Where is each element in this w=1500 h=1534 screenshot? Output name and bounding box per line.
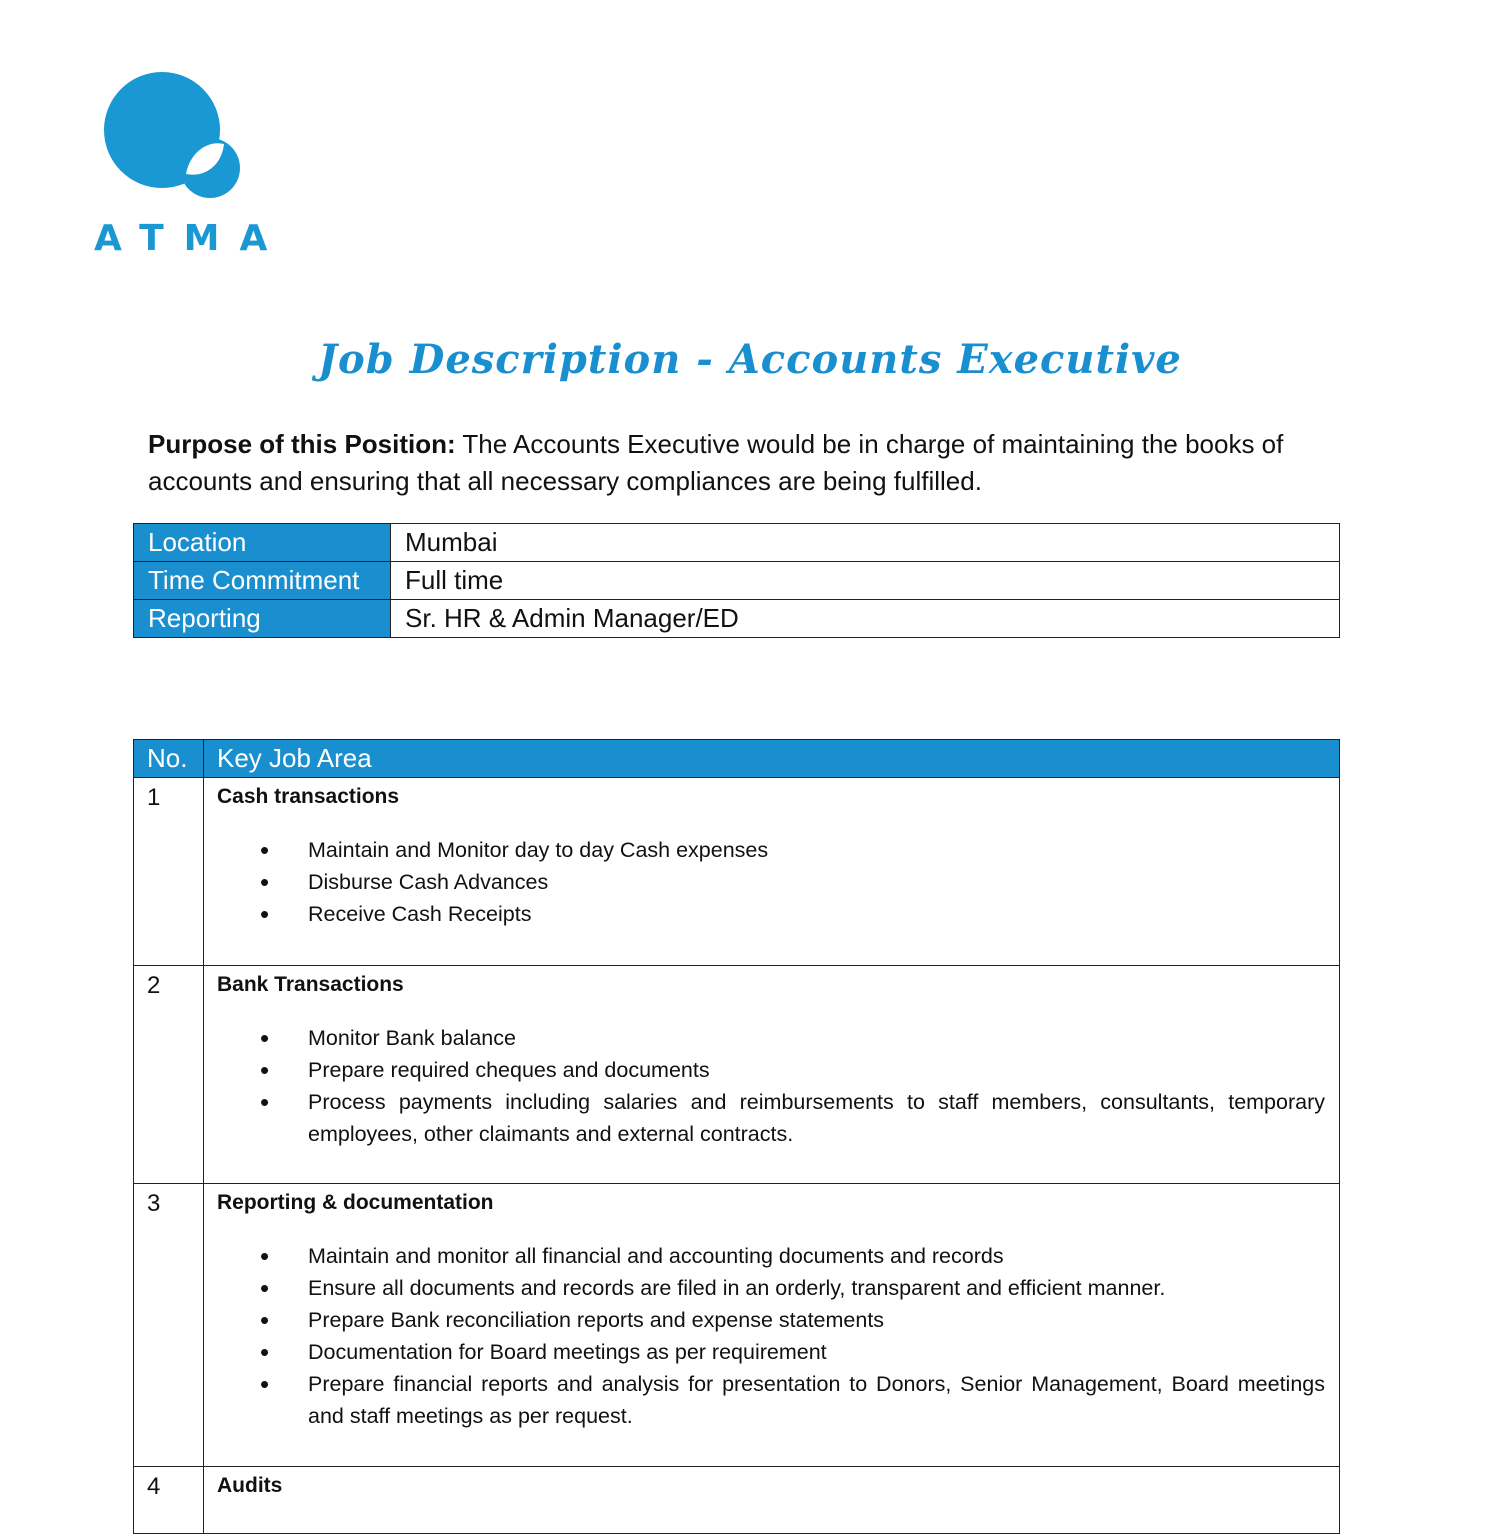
job-area-title: Cash transactions	[217, 785, 400, 808]
info-value: Sr. HR & Admin Manager/ED	[391, 600, 1340, 638]
bullet-list	[217, 1240, 1325, 1432]
table-header-row	[134, 740, 1340, 778]
row-number: 2	[134, 966, 204, 1184]
info-value: Full time	[391, 562, 1340, 600]
info-value: Mumbai	[391, 524, 1340, 562]
list-item: • Disburse Cash Advances	[308, 866, 1325, 898]
info-key: Location	[134, 524, 391, 562]
list-item: • Prepare financial reports and analysis for presentation to Donors, Senior Management, Board meetings and staff meetings as per request.	[308, 1368, 1325, 1432]
info-key: Reporting	[134, 600, 391, 638]
atma-logo	[82, 72, 288, 262]
info-row-reporting	[134, 600, 1340, 638]
atma-logo-icon	[82, 72, 262, 202]
bullet-list	[217, 834, 1325, 930]
list-item: • Process payments including salaries and reimbursements to staff members, consultants, temporary employees, other claimants and external contracts.	[308, 1086, 1325, 1150]
purpose-label: Purpose of this Position:	[148, 429, 456, 459]
job-area-cell	[204, 1184, 1340, 1467]
list-item: • Prepare required cheques and documents	[308, 1054, 1325, 1086]
job-area-cell	[204, 778, 1340, 966]
job-area-cell	[204, 1467, 1340, 1534]
job-area-title: Audits	[217, 1474, 283, 1497]
purpose-paragraph	[148, 426, 1343, 500]
job-area-title: Bank Transactions	[217, 973, 404, 996]
info-key: Time Commitment	[134, 562, 391, 600]
table-row	[134, 1467, 1340, 1534]
list-item: • Monitor Bank balance	[308, 1022, 1325, 1054]
job-area-cell	[204, 966, 1340, 1184]
position-info-table	[133, 523, 1340, 638]
row-number: 3	[134, 1184, 204, 1467]
bullet-list	[217, 1022, 1325, 1150]
key-job-areas-table	[133, 739, 1340, 1534]
table-row	[134, 966, 1340, 1184]
info-row-time-commitment	[134, 562, 1340, 600]
list-item: • Maintain and Monitor day to day Cash expenses	[308, 834, 1325, 866]
row-number: 4	[134, 1467, 204, 1534]
table-row	[134, 1184, 1340, 1467]
list-item: • Prepare Bank reconciliation reports and expense statements	[308, 1304, 1325, 1336]
list-item: • Ensure all documents and records are filed in an orderly, transparent and efficient manner.	[308, 1272, 1325, 1304]
info-row-location	[134, 524, 1340, 562]
list-item: • Documentation for Board meetings as per requirement	[308, 1336, 1325, 1368]
table-row	[134, 778, 1340, 966]
list-item: • Maintain and monitor all financial and accounting documents and records	[308, 1240, 1325, 1272]
job-area-title: Reporting & documentation	[217, 1191, 494, 1214]
column-header-key-job-area: Key Job Area	[204, 740, 1340, 778]
row-number: 1	[134, 778, 204, 966]
list-item: • Receive Cash Receipts	[308, 898, 1325, 930]
logo-wordmark: ATMA	[94, 218, 288, 259]
purpose-text: The Accounts Executive would be in charge of maintaining the books of accounts and ensuring that all necessary compliances are being fulfilled.	[148, 429, 1284, 496]
page-title: Job Description - Accounts Executive	[318, 336, 1182, 383]
column-header-no: No.	[134, 740, 204, 778]
